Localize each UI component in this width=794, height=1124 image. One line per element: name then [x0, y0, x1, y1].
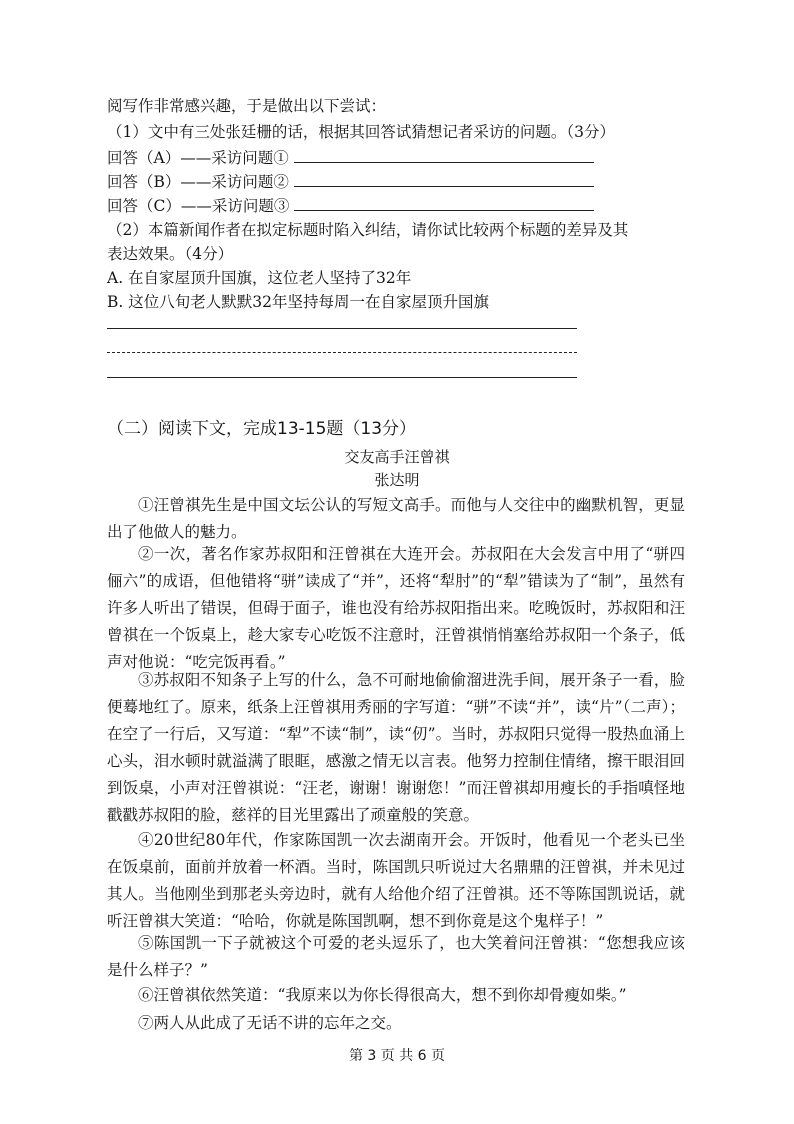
paragraph-3: ③苏叔阳不知条子上写的什么，急不可耐地偷偷溜进洗手间，展开条子一看，脸便蓦地红了。原来，纸条上汪曾祺用秀丽的字写道：“骈”不读“并”，读“片”（二声）；在空了一行后，又写道：“犁”不读“制”，读“仞”。当时，苏叔阳只觉得一股热血涌上心头，泪水顿时就溢满了眼眶，感激之情无以言表。他努力控制住情绪，擦干眼泪回到饭桌，小声对汪曾祺说：“汪老，谢谢！谢谢您！”而汪曾祺却用瘦长的手指嗔怪地戳戳苏叔阳的脸，慈祥的目光里露出了顽童般的笑意。 [107, 671, 685, 824]
answer-line-1[interactable] [107, 328, 577, 329]
paragraph-5: ⑤陈国凯一下子就被这个可爱的老头逗乐了，也大笑着问汪曾祺：“您想我应该是什么样子？” [107, 934, 685, 979]
paragraph-7: ⑦两人从此成了无话不讲的忘年之交。 [138, 1014, 402, 1032]
paragraph-6: ⑥汪曾祺依然笑道：“我原来以为你长得很高大，想不到你却骨瘦如柴。” [138, 986, 627, 1004]
answer-row-c-label: 回答（C）——采访问题③ [107, 197, 290, 215]
answer-blank-b[interactable] [294, 172, 594, 187]
title-option-a: A. 在自家屋顶升国旗，这位老人坚持了32年 [107, 269, 412, 287]
answer-line-3[interactable] [107, 377, 577, 378]
intro-line: 阅写作非常感兴趣，于是做出以下尝试： [107, 97, 387, 115]
answer-row-a-label: 回答（A）——采访问题① [107, 149, 289, 167]
answer-row-a [107, 148, 594, 168]
question-2-prompt-line-2: 表达效果。（4分） [107, 245, 234, 263]
question-2-prompt-line-1: （2）本篇新闻作者在拟定标题时陷入纠结，请你试比较两个标题的差异及其 [107, 221, 629, 239]
paragraph-4: ④20世纪80年代，作家陈国凯一次去湖南开会。开饭时，他看见一个老头已坐在饭桌前，面前并放着一杯酒。当时，陈国凯只听说过大名鼎鼎的汪曾祺，并未见过其人。当他刚坐到那老头旁边时，就有人给他介绍了汪曾祺。还不等陈国凯说话，就听汪曾祺大笑道：“哈哈，你就是陈国凯啊，想不到你竟是这个鬼样子！” [107, 831, 685, 930]
page-footer: 第 3 页 共 6 页 [348, 1048, 446, 1064]
answer-blank-c[interactable] [294, 196, 594, 211]
article-title: 交友高手汪曾祺 [344, 448, 450, 466]
answer-line-2[interactable] [107, 352, 577, 353]
answer-blank-a[interactable] [294, 148, 594, 163]
section-heading: （二）阅读下文，完成13-15题（13分） [107, 419, 417, 439]
title-option-b: B. 这位八旬老人默默32年坚持每周一在自家屋顶升国旗 [107, 293, 489, 311]
paragraph-2: ②一次，著名作家苏叔阳和汪曾祺在大连开会。苏叔阳在大会发言中用了“骈四俪六”的成语，但他错将“骈”读成了“并”，还将“犁肘”的“犁”错读为了“制”，虽然有许多人听出了错误，但碍于面子，谁也没有给苏叔阳指出来。吃晚饭时，苏叔阳和汪曾祺在一个饭桌上，趁大家专心吃饭不注意时，汪曾祺悄悄塞给苏叔阳一个条子，低声对他说：“吃完饭再看。” [107, 545, 685, 671]
answer-row-b [107, 172, 594, 192]
question-1-prompt: （1）文中有三处张廷栅的话，根据其回答试猜想记者采访的问题。（3分） [107, 123, 615, 141]
article-author: 张达明 [374, 471, 420, 489]
paragraph-1: ①汪曾祺先生是中国文坛公认的写短文高手。而他与人交往中的幽默机智，更显出了他做人的魅力。 [107, 496, 685, 541]
answer-row-b-label: 回答（B）——采访问题② [107, 173, 289, 191]
answer-row-c [107, 196, 594, 216]
